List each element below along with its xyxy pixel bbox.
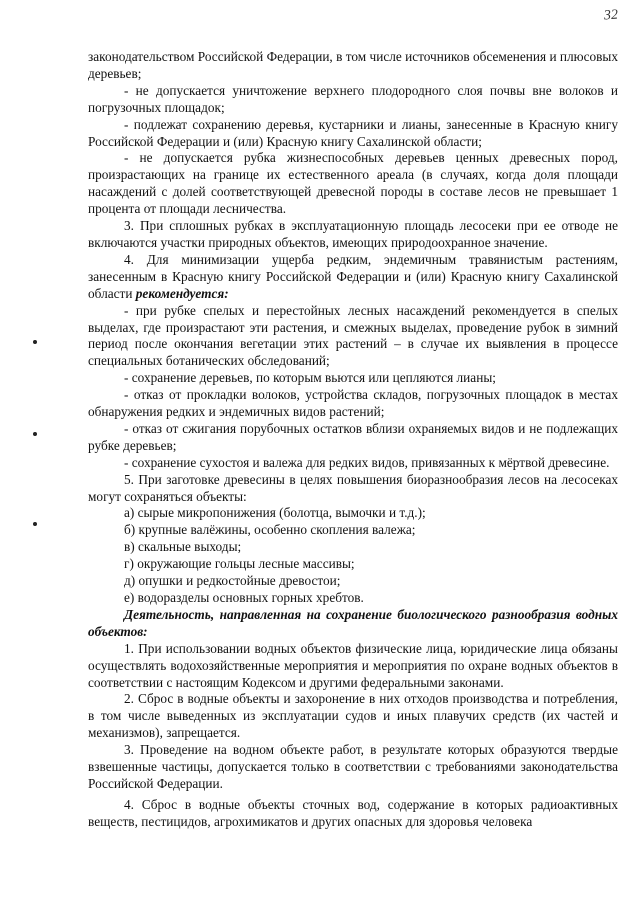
list-item: д) опушки и редкостойные древостои;	[124, 573, 341, 589]
paragraph	[88, 252, 618, 303]
paragraph: законодательством Российской Федерации, в том числе источников обсеменения и плюсовых деревьев;	[88, 49, 618, 81]
paragraph-text: 4. Для минимизации ущерба редким, эндемичным травянистым растениям, занесенным в Красную книгу Российской Федерации и (или) Красную книгу Сахалинской области	[88, 251, 618, 301]
paragraph: - при рубке спелых и перестойных лесных насаждений рекомендуется в спелых выделах, где произрастают эти растения, и смежных выделах, проведение рубок в зимний период после окончания вегетации этих растений – в случае их выявления в процессе специальных ботанических обследований;	[88, 302, 618, 369]
margin-dot	[33, 522, 37, 526]
emphasis: рекомендуется:	[135, 285, 229, 301]
list-item: е) водоразделы основных горных хребтов.	[124, 590, 364, 605]
paragraph: - сохранение сухостоя и валежа для редких видов, привязанных к мёртвой древесине.	[124, 454, 610, 470]
margin-dot	[33, 432, 37, 436]
paragraph: - отказ от прокладки волоков, устройства складов, погрузочных площадок в местах обнаружения редких и эндемичных видов растений;	[88, 387, 618, 420]
section-heading: Деятельность, направленная на сохранение биологического разнообразия водных объектов:	[88, 606, 618, 639]
paragraph: 4. Сброс в водные объекты сточных вод, содержание в которых радиоактивных веществ, пестицидов, агрохимикатов и других опасных для здоровья человека	[88, 796, 618, 829]
paragraph: 3. При сплошных рубках в эксплуатационную площадь лесосеки при ее отводе не включаются участки природных объектов, имеющих природоохранное значение.	[88, 218, 618, 250]
paragraph: - не допускается рубка жизнеспособных деревьев ценных древесных пород, произрастающих на границе их естественного ареала (в случаях, когда доля площади насаждений с долей соответствующей древесной породы в составе лесов не превышает 1 процента от площади лесничества.	[88, 150, 618, 217]
paragraph: - не допускается уничтожение верхнего плодородного слоя почвы вне волоков и погрузочных площадок;	[88, 82, 618, 115]
margin-dot	[33, 340, 37, 344]
list-item: г) окружающие гольцы лесные массивы;	[124, 556, 355, 572]
paragraph: - отказ от сжигания порубочных остатков вблизи охраняемых видов и не подлежащих рубке деревьев;	[88, 420, 618, 453]
paragraph: 2. Сброс в водные объекты и захоронение в них отходов производства и потребления, в том числе выведенных из эксплуатации судов и иных плавучих средств (их частей и механизмов), запрещается.	[88, 691, 618, 741]
paragraph: 3. Проведение на водном объекте работ, в результате которых образуются твердые взвешенные частицы, допускается только в соответствии с требованиями законодательства Российской Федерации.	[88, 742, 618, 791]
list-item: а) сырые микропонижения (болотца, вымочки и т.д.);	[124, 505, 426, 521]
paragraph: - сохранение деревьев, по которым вьются или цепляются лианы;	[124, 370, 496, 386]
paragraph: 1. При использовании водных объектов физические лица, юридические лица обязаны осуществлять водохозяйственные мероприятия и мероприятия по охране водных объектов в соответствии с настоящим Кодексом и другими федеральными законами.	[88, 640, 618, 690]
paragraph: - подлежат сохранению деревья, кустарники и лианы, занесенные в Красную книгу Российской Федерации и (или) Красную книгу Сахалинской области;	[88, 116, 618, 149]
list-item: в) скальные выходы;	[124, 539, 242, 555]
paragraph: 5. При заготовке древесины в целях повышения биоразнообразия лесов на лесосеках могут сохраняться объекты:	[88, 471, 618, 504]
document-body	[88, 49, 618, 831]
list-item: б) крупные валёжины, особенно скопления валежа;	[124, 522, 416, 538]
page-number: 32	[603, 7, 619, 24]
